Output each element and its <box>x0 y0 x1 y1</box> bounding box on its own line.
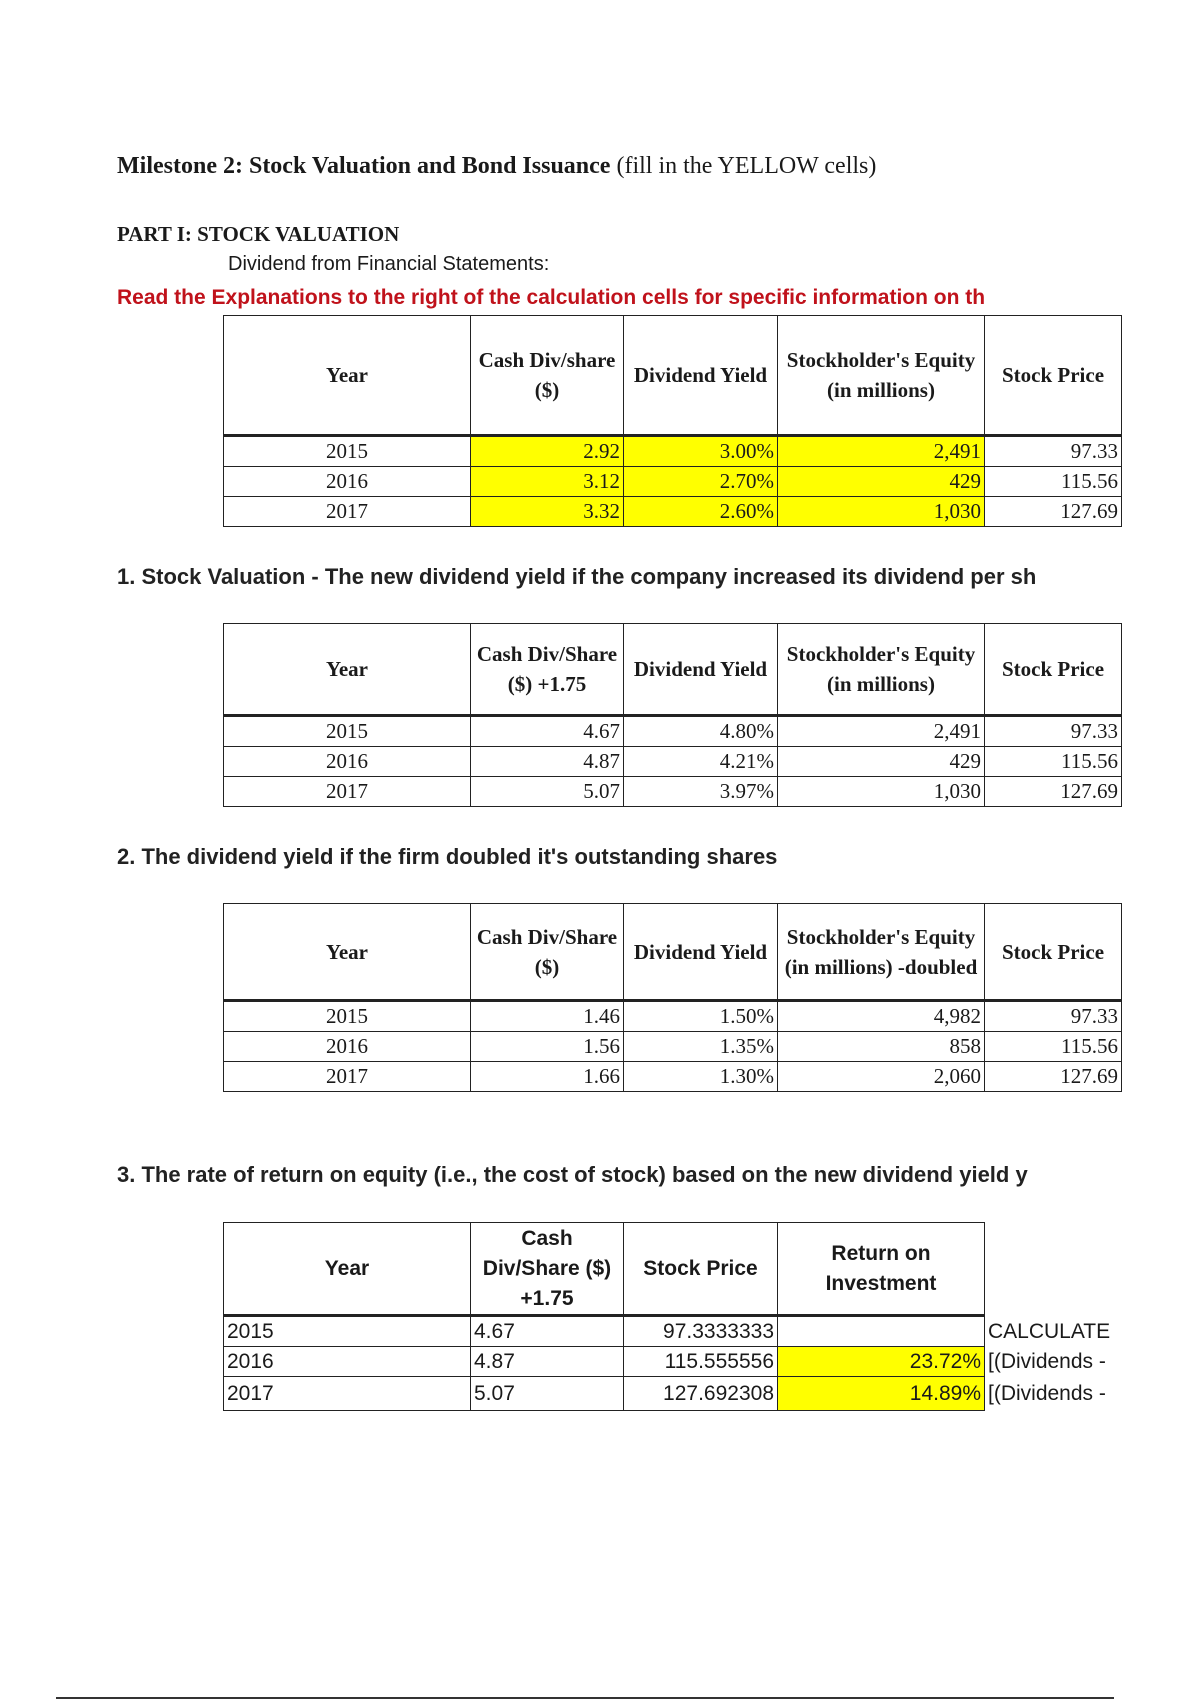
cell-equity-input[interactable]: 2,491 <box>778 436 985 467</box>
header-yield: Dividend Yield <box>624 624 778 716</box>
header-equity: Stockholder's Equity (in millions) <box>778 316 985 436</box>
cell-equity-input[interactable]: 429 <box>778 467 985 497</box>
header-cash: Cash Div/Share ($) +1.75 <box>471 624 624 716</box>
header-price: Stock Price <box>624 1223 778 1316</box>
part-heading: PART I: STOCK VALUATION <box>117 222 400 246</box>
increased-dividend-table <box>223 623 1122 807</box>
cell-price: 97.33 <box>985 716 1122 747</box>
cell-equity: 858 <box>778 1032 985 1062</box>
cell-year: 2017 <box>224 777 471 807</box>
table-row <box>224 1316 1122 1347</box>
table-row <box>224 497 1122 527</box>
cell-price: 115.555556 <box>624 1347 778 1377</box>
table-row <box>224 777 1122 807</box>
cell-roi-input[interactable]: 14.89% <box>778 1377 985 1411</box>
cell-explanation: [(Dividends - <box>988 1382 1106 1405</box>
header-cash: Cash Div/Share ($) +1.75 <box>471 1223 624 1316</box>
cell-yield: 1.30% <box>624 1062 778 1092</box>
cell-price: 115.56 <box>985 1032 1122 1062</box>
page-title: Milestone 2: Stock Valuation and Bond Issuance (fill in the YELLOW cells) <box>117 153 877 179</box>
cell-year: 2015 <box>224 1316 471 1347</box>
cell-explanation: CALCULATE <box>988 1319 1111 1343</box>
instruction-text: Read the Explanations to the right of the calculation cells for specific information on th <box>117 286 986 309</box>
question-3: 3. The rate of return on equity (i.e., the cost of stock) based on the new dividend yield y <box>117 1162 1028 1187</box>
header-year: Year <box>224 904 471 1001</box>
dividend-table <box>223 315 1122 527</box>
cell-price: 127.692308 <box>624 1377 778 1411</box>
cell-equity: 4,982 <box>778 1001 985 1032</box>
cell-price: 127.69 <box>985 497 1122 527</box>
cell-year: 2016 <box>224 1032 471 1062</box>
cell-price: 97.33 <box>985 436 1122 467</box>
header-year: Year <box>224 1223 471 1316</box>
cell-cash: 1.46 <box>471 1001 624 1032</box>
cell-cash: 5.07 <box>471 777 624 807</box>
cell-year: 2016 <box>224 467 471 497</box>
cell-yield-input[interactable]: 2.70% <box>624 467 778 497</box>
table-row <box>224 747 1122 777</box>
cell-roi[interactable] <box>778 1316 985 1347</box>
cell-equity: 2,060 <box>778 1062 985 1092</box>
cell-cash-input[interactable]: 3.12 <box>471 467 624 497</box>
page-bottom-rule <box>56 1697 1114 1699</box>
cell-price: 97.33 <box>985 1001 1122 1032</box>
return-on-equity-table <box>223 1222 1122 1411</box>
doubled-shares-table <box>223 903 1122 1092</box>
cell-price: 127.69 <box>985 777 1122 807</box>
cell-equity: 2,491 <box>778 716 985 747</box>
cell-cash-input[interactable]: 3.32 <box>471 497 624 527</box>
cell-year: 2017 <box>224 1062 471 1092</box>
cell-roi-input[interactable]: 23.72% <box>778 1347 985 1377</box>
cell-cash: 1.56 <box>471 1032 624 1062</box>
table-row <box>224 436 1122 467</box>
table-row <box>224 1062 1122 1092</box>
cell-year: 2016 <box>224 747 471 777</box>
header-yield: Dividend Yield <box>624 316 778 436</box>
cell-equity: 429 <box>778 747 985 777</box>
cell-equity-input[interactable]: 1,030 <box>778 497 985 527</box>
cell-yield: 3.97% <box>624 777 778 807</box>
header-price: Stock Price <box>985 316 1122 436</box>
subheading: Dividend from Financial Statements: <box>228 253 550 275</box>
question-1: 1. Stock Valuation - The new dividend yield if the company increased its dividend per sh <box>117 564 1037 589</box>
cell-price: 97.3333333 <box>624 1316 778 1347</box>
cell-yield: 4.21% <box>624 747 778 777</box>
header-price: Stock Price <box>985 904 1122 1001</box>
cell-cash: 4.87 <box>471 747 624 777</box>
table-row <box>224 1347 1122 1377</box>
header-year: Year <box>224 624 471 716</box>
cell-yield-input[interactable]: 2.60% <box>624 497 778 527</box>
cell-cash: 4.67 <box>471 716 624 747</box>
cell-yield: 1.35% <box>624 1032 778 1062</box>
cell-year: 2015 <box>224 716 471 747</box>
cell-yield: 4.80% <box>624 716 778 747</box>
cell-explanation: [(Dividends - <box>988 1350 1106 1373</box>
table-row <box>224 1001 1122 1032</box>
cell-year: 2017 <box>224 497 471 527</box>
cell-price: 115.56 <box>985 747 1122 777</box>
cell-cash: 5.07 <box>471 1377 624 1411</box>
table-row <box>224 467 1122 497</box>
table-row <box>224 1032 1122 1062</box>
cell-year: 2015 <box>224 436 471 467</box>
header-price: Stock Price <box>985 624 1122 716</box>
table-row <box>224 1377 1122 1411</box>
cell-cash: 1.66 <box>471 1062 624 1092</box>
cell-cash: 4.67 <box>471 1316 624 1347</box>
header-cash: Cash Div/share ($) <box>471 316 624 436</box>
cell-equity: 1,030 <box>778 777 985 807</box>
header-year: Year <box>224 316 471 436</box>
question-2: 2. The dividend yield if the firm doubled it's outstanding shares <box>117 844 778 869</box>
table-row <box>224 716 1122 747</box>
header-roi: Return on Investment <box>778 1223 985 1316</box>
header-cash: Cash Div/Share ($) <box>471 904 624 1001</box>
cell-year: 2016 <box>224 1347 471 1377</box>
cell-yield-input[interactable]: 3.00% <box>624 436 778 467</box>
header-yield: Dividend Yield <box>624 904 778 1001</box>
header-equity: Stockholder's Equity (in millions) <box>778 624 985 716</box>
cell-cash: 4.87 <box>471 1347 624 1377</box>
cell-yield: 1.50% <box>624 1001 778 1032</box>
header-blank <box>985 1223 1122 1316</box>
cell-price: 127.69 <box>985 1062 1122 1092</box>
header-equity: Stockholder's Equity (in millions) -doubled <box>778 904 985 1001</box>
cell-cash-input[interactable]: 2.92 <box>471 436 624 467</box>
cell-year: 2015 <box>224 1001 471 1032</box>
cell-price: 115.56 <box>985 467 1122 497</box>
cell-year: 2017 <box>224 1377 471 1411</box>
